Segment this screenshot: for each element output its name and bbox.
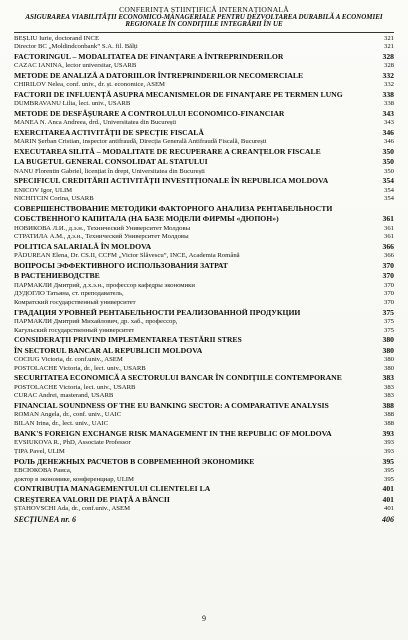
toc-entry-title bbox=[14, 204, 394, 214]
toc-entry-title bbox=[14, 214, 394, 224]
toc-entry-author bbox=[14, 476, 394, 485]
entry-text: POSTOLACHE Victoria, lect. univ., USARB bbox=[14, 383, 136, 391]
toc-entry-author bbox=[14, 225, 394, 234]
toc-entry-title bbox=[14, 308, 394, 318]
entry-page-number: 332 bbox=[383, 81, 394, 89]
entry-text: POLITICA SALARIALĂ ÎN MOLDOVA bbox=[14, 242, 152, 251]
entry-text: BANK'S FOREIGN EXCHANGE RISK MANAGEMENT IN THE REPUBLIC OF MOLDOVA bbox=[14, 428, 332, 438]
entry-page-number: 375 bbox=[383, 318, 394, 325]
entry-text: ГРАДАЦИЯ УРОВНЕЙ РЕНТАБЕЛЬНОСТИ РЕАЛИЗОВАННОЙ ПРОДУКЦИИ bbox=[14, 307, 301, 317]
toc-entry-author bbox=[14, 168, 394, 177]
toc-entry-title bbox=[14, 128, 394, 138]
toc-entry-author bbox=[14, 252, 394, 261]
toc-entry-author bbox=[14, 420, 394, 429]
toc-entry-author bbox=[14, 35, 394, 44]
entry-page-number: 354 bbox=[383, 195, 394, 203]
toc-entry-title bbox=[14, 335, 394, 345]
entry-page-number: 350 bbox=[383, 167, 394, 175]
entry-page-number: 366 bbox=[382, 242, 394, 251]
entry-page-number: 380 bbox=[382, 335, 394, 345]
entry-page-number: 406 bbox=[382, 514, 394, 524]
toc-entry-author bbox=[14, 467, 394, 476]
page-number: 9 bbox=[202, 614, 206, 623]
entry-page-number: 370 bbox=[382, 271, 394, 281]
toc-entry-author bbox=[14, 119, 394, 128]
toc-entry-author bbox=[14, 356, 394, 365]
toc-entry-author bbox=[14, 505, 394, 514]
running-header bbox=[14, 6, 394, 28]
entry-page-number: 401 bbox=[382, 484, 394, 494]
entry-page-number: 380 bbox=[383, 356, 394, 363]
entry-page-number: 383 bbox=[383, 383, 394, 391]
entry-page-number: 346 bbox=[382, 128, 394, 137]
entry-text: ȚIPA Pavel, ULIM bbox=[14, 447, 65, 455]
toc-entry-author bbox=[14, 187, 394, 196]
toc-entry-author bbox=[14, 318, 394, 327]
table-of-contents bbox=[14, 35, 394, 525]
toc-entry-title bbox=[14, 271, 394, 281]
entry-text: PĂDUREAN Elena, Dr. CS.II, CCFM „Victor Slăvescu”, INCE, Academia Română bbox=[14, 252, 240, 260]
entry-text: CURAC Andrei, masterand, USARB bbox=[14, 392, 114, 400]
entry-page-number: 370 bbox=[383, 281, 394, 289]
toc-entry-author bbox=[14, 365, 394, 374]
entry-text: FINANCIAL SOUNDNESS OF THE EU BANKING SECTOR: A COMPARATIVE ANALYSIS bbox=[14, 401, 329, 411]
entry-text: NANU Florentin Gabriel, licențiat în drept, Universitatea din București bbox=[14, 167, 205, 175]
entry-page-number: 354 bbox=[382, 176, 394, 186]
entry-text: СОВЕРШЕНСТВОВАНИЕ МЕТОДИКИ ФАКТОРНОГО АНАЛИЗА РЕНТАБЕЛЬНОСТИ bbox=[14, 204, 333, 213]
toc-entry-author bbox=[14, 299, 394, 308]
entry-text: BILAN Irina, dr., lect. univ., UAIC bbox=[14, 420, 109, 428]
entry-text: Кагульский государственный университет bbox=[14, 326, 135, 334]
entry-text: SECURITATEA ECONOMICĂ A SECTORULUI BANCAR ÎN CONDIȚIILE CONTEMPORANE bbox=[14, 373, 342, 383]
conference-name: CONFERINȚA ȘTIINȚIFICĂ INTERNAȚIONALĂ bbox=[119, 5, 289, 14]
toc-entry-author bbox=[14, 138, 394, 147]
toc-entry-title bbox=[14, 176, 394, 186]
entry-page-number: 393 bbox=[382, 428, 394, 438]
entry-text: EXECUTAREA SILITĂ – MODALITATE DE RECUPERARE A CREANȚELOR FISCALE bbox=[14, 147, 321, 156]
toc-entry-title bbox=[14, 71, 394, 81]
entry-page-number: 393 bbox=[383, 447, 394, 455]
entry-text: СОБСТВЕННОГО КАПИТАЛА (НА БАЗЕ МОДЕЛИ ФИРМЫ «ДЮПОН») bbox=[14, 214, 279, 224]
entry-page-number: 370 bbox=[382, 261, 394, 270]
toc-entry-author bbox=[14, 233, 394, 242]
entry-page-number: 395 bbox=[383, 466, 394, 474]
entry-page-number: 343 bbox=[382, 109, 394, 118]
entry-page-number: 383 bbox=[382, 373, 394, 383]
toc-entry-author bbox=[14, 290, 394, 299]
entry-text: ȘTAHOVSCHI Ada, dr., conf.univ., ASEM bbox=[14, 504, 131, 512]
entry-text: DUMBRAVANU Lilia, lect. univ., USARB bbox=[14, 100, 131, 108]
entry-page-number: 328 bbox=[383, 62, 394, 70]
entry-text: METODE DE DESFĂȘURARE A CONTROLULUI ECONOMICO-FINANCIAR bbox=[14, 109, 285, 118]
toc-entry-author bbox=[14, 384, 394, 393]
entry-text: SPECIFICUL CREDITĂRII ACTIVITĂȚII INVESTIȚIONALE ÎN REPUBLICA MOLDOVA bbox=[14, 176, 329, 186]
entry-page-number: 332 bbox=[382, 71, 394, 80]
entry-page-number: 375 bbox=[382, 307, 394, 317]
toc-entry-title bbox=[14, 401, 394, 411]
entry-text: MANEA N. Anca Andreea, drd., Universitatea din București bbox=[14, 119, 177, 127]
toc-entry-author bbox=[14, 411, 394, 420]
toc-entry-author bbox=[14, 195, 394, 204]
entry-text: CHIRILOV Nelea, conf. univ., dr. șt. economice, ASEM bbox=[14, 81, 165, 89]
entry-text: ВОПРОСЫ ЭФФЕКТИВНОГО ИСПОЛЬЗОВАНИЯ ЗАТРАТ bbox=[14, 261, 228, 270]
entry-page-number: 375 bbox=[383, 326, 394, 334]
entry-page-number: 350 bbox=[382, 157, 394, 167]
toc-entry-title bbox=[14, 242, 394, 252]
toc-entry-title bbox=[14, 90, 394, 100]
entry-text: LA BUGETUL GENERAL CONSOLIDAT AL STATULUI bbox=[14, 157, 208, 167]
entry-text: METODE DE ANALIZĂ A DATORIILOR ÎNTREPRINDERILOR NECOMERCIALE bbox=[14, 71, 304, 80]
toc-entry-title bbox=[14, 52, 394, 62]
toc-entry-author bbox=[14, 43, 394, 52]
entry-page-number: 343 bbox=[383, 119, 394, 127]
entry-text: СТРАТИЛА А.М., д.э.н., Технический Университет Молдовы bbox=[14, 233, 189, 241]
toc-entry-title bbox=[14, 157, 394, 167]
toc-entry-author bbox=[14, 62, 394, 71]
entry-page-number: 388 bbox=[383, 411, 394, 419]
entry-text: POSTOLACHE Victoria, dr., lect. univ., USARB bbox=[14, 364, 146, 372]
entry-text: MARIN Șerban Cristian, inspector antifraudă, Direcția Generală Antifraudă Fiscală, București bbox=[14, 138, 267, 146]
entry-text: НОВИКОВА Л.И., д.э.н., Технический Университет Молдовы bbox=[14, 224, 191, 232]
entry-page-number: 388 bbox=[382, 401, 394, 411]
toc-entry-title bbox=[14, 109, 394, 119]
toc-entry-title bbox=[14, 261, 394, 271]
entry-text: SECȚIUNEA nr. 6 bbox=[14, 514, 77, 524]
entry-page-number: 395 bbox=[382, 456, 394, 466]
entry-page-number: 354 bbox=[383, 186, 394, 194]
entry-page-number: 338 bbox=[383, 100, 394, 108]
entry-text: Director BC „Moldindconbank” S.A. fil. Bălți bbox=[14, 43, 138, 51]
entry-text: ПАРМАКЛИ Дмитрий, д.х.э.н., профессор кафедры экономики bbox=[14, 281, 195, 289]
entry-text: ROMAN Angela, dr., conf. univ., UAIC bbox=[14, 411, 122, 419]
entry-text: EXERCITAREA ACTIVITĂȚII DE SPECȚIE FISCALĂ bbox=[14, 128, 204, 137]
entry-page-number: 380 bbox=[383, 364, 394, 372]
entry-text: COCIUG Victoria, dr. conf.univ., ASEM bbox=[14, 356, 123, 363]
entry-text: BEȘLIU Iurie, doctorand INCE bbox=[14, 34, 100, 42]
toc-entry-author bbox=[14, 327, 394, 336]
entry-text: В РАСТЕНИЕВОДСТВЕ bbox=[14, 271, 100, 281]
entry-text: доктор в экономике, конференциар, ULIM bbox=[14, 475, 134, 483]
entry-page-number: 321 bbox=[383, 43, 394, 51]
entry-page-number: 393 bbox=[383, 439, 394, 447]
entry-text: FACTORII DE INFLUENȚĂ ASUPRA MECANISMELOR DE FINANȚARE PE TERMEN LUNG bbox=[14, 90, 343, 99]
entry-text: ENICOV Igor, ULIM bbox=[14, 186, 73, 194]
entry-page-number: 361 bbox=[383, 233, 394, 241]
header-divider bbox=[14, 32, 394, 33]
entry-text: CAZAC IANINA, lector universitar, USARB bbox=[14, 62, 137, 70]
entry-page-number: 383 bbox=[383, 392, 394, 400]
entry-text: ЕВСЮКОВА Раиса, bbox=[14, 466, 72, 474]
entry-text: ÎN SECTORUL BANCAR AL REPUBLICII MOLDOVA bbox=[14, 345, 203, 355]
entry-page-number: 338 bbox=[382, 90, 394, 99]
toc-entry-author bbox=[14, 392, 394, 401]
toc-entry-author bbox=[14, 100, 394, 109]
toc-entry-title bbox=[14, 457, 394, 467]
entry-text: ПАРМАКЛИ Дмитрий Михайлович, др. хаб., профессор, bbox=[14, 318, 178, 325]
entry-text: NICHITCIN Corina, USARB bbox=[14, 195, 94, 203]
entry-text: ДУДОГЛО Татьяна, ст. преподаватель, bbox=[14, 290, 124, 298]
toc-entry-title bbox=[14, 346, 394, 356]
toc-entry-title bbox=[14, 147, 394, 157]
toc-section-heading bbox=[14, 514, 394, 525]
entry-text: Комратский государственный университет bbox=[14, 299, 136, 306]
entry-page-number: 361 bbox=[383, 224, 394, 232]
entry-text: CONSIDERAȚII PRIVIND IMPLEMENTAREA TESTĂRII STRES bbox=[14, 335, 242, 345]
entry-page-number: 361 bbox=[382, 214, 394, 224]
toc-entry-title bbox=[14, 495, 394, 505]
entry-page-number: 328 bbox=[382, 52, 394, 61]
toc-entry-author bbox=[14, 81, 394, 90]
toc-entry-author bbox=[14, 439, 394, 448]
entry-text: РОЛЬ ДЕНЕЖНЫХ РАСЧЕТОВ В СОВРЕМЕННОЙ ЭКОНОМИКЕ bbox=[14, 456, 255, 466]
entry-page-number: 366 bbox=[383, 252, 394, 260]
entry-page-number: 350 bbox=[382, 147, 394, 156]
entry-page-number: 395 bbox=[383, 475, 394, 483]
conference-theme-line2: REGIONALE ÎN CONDIȚIILE INTEGRĂRII ÎN UE bbox=[125, 19, 283, 28]
toc-entry-title bbox=[14, 484, 394, 494]
toc-entry-author bbox=[14, 282, 394, 291]
entry-page-number: 401 bbox=[383, 504, 394, 512]
entry-page-number: 370 bbox=[383, 290, 394, 298]
entry-page-number: 370 bbox=[383, 299, 394, 306]
entry-page-number: 321 bbox=[383, 34, 394, 42]
toc-entry-title bbox=[14, 373, 394, 383]
entry-text: CONTRIBUȚIA MANAGEMENTULUI CLIENTELEI LA bbox=[14, 484, 211, 494]
entry-page-number: 401 bbox=[382, 494, 394, 504]
entry-page-number: 380 bbox=[382, 345, 394, 355]
entry-text: EVSIUKOVA R., PhD, Associate Professor bbox=[14, 439, 131, 447]
entry-text: FACTORINGUL – MODALITATEA DE FINANȚARE A ÎNTREPRINDERILOR bbox=[14, 52, 284, 61]
entry-page-number: 346 bbox=[383, 138, 394, 146]
toc-entry-author bbox=[14, 448, 394, 457]
conference-theme-line1: ASIGURAREA VIABILITĂȚII ECONOMICO-MANAGERIALE PENTRU DEZVOLTAREA DURABILĂ A ECONOMIEI bbox=[25, 12, 383, 21]
entry-text: CREȘTEREA VALORII DE PIAȚĂ A BĂNCII bbox=[14, 494, 170, 504]
toc-entry-title bbox=[14, 429, 394, 439]
entry-page-number: 388 bbox=[383, 420, 394, 428]
